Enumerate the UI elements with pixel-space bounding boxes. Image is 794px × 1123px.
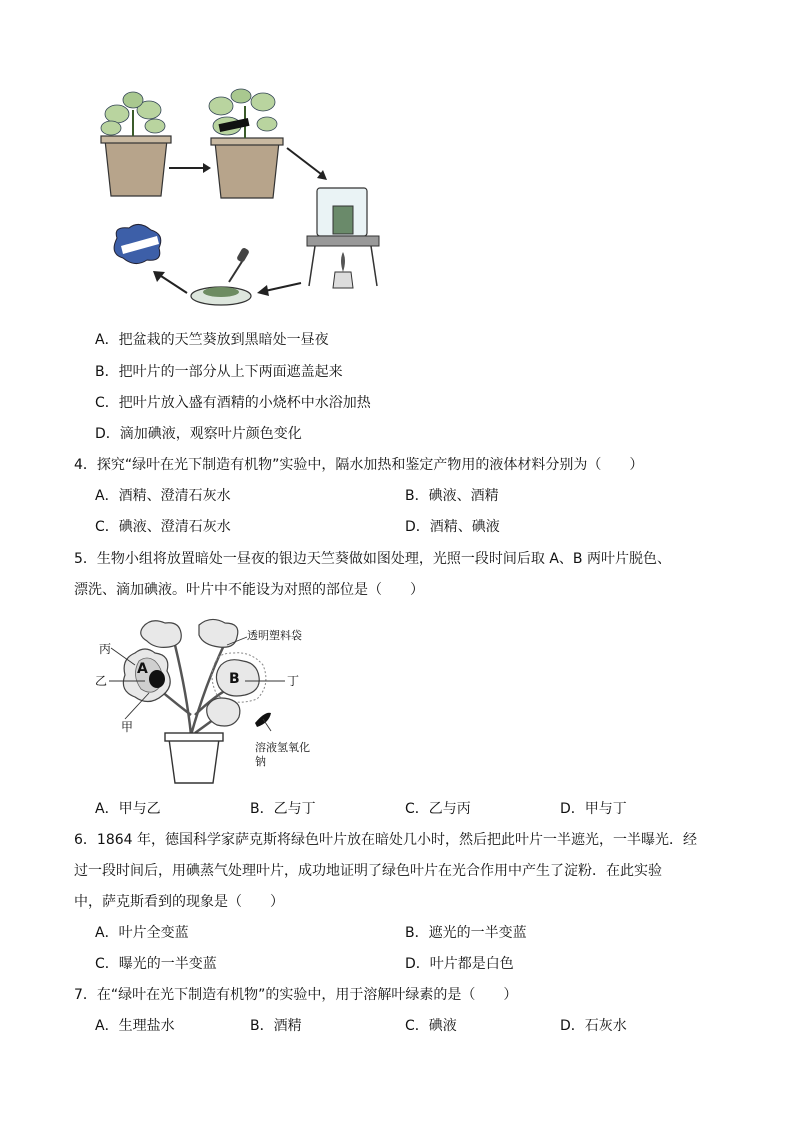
q4-option-b: B．碘液、酒精 [405,488,499,504]
q4-option-c: C．碘液、澄清石灰水 [95,519,231,535]
q5-stem-line2: 漂洗、滴加碘液。叶片中不能设为对照的部位是（ ） [74,582,424,598]
q6-stem-line2: 过一段时间后，用碘蒸气处理叶片，成功地证明了绿色叶片在光合作用中产生了淀粉．在此实验 [74,863,662,879]
q3-option-d: D．滴加碘液，观察叶片颜色变化 [95,426,302,442]
arrow-right [169,163,211,173]
q4-option-a: A．酒精、澄清石灰水 [95,488,231,504]
label-jia: 甲 [121,720,134,734]
q3-option-c: C．把叶片放入盛有酒精的小烧杯中水浴加热 [95,395,371,411]
label-yi: 乙 [95,674,108,688]
leaf-b-label: B [229,671,240,687]
q5-option-c: C．乙与丙 [405,801,471,817]
flower-pot [165,733,223,783]
naoh-container [255,713,271,727]
label-ding: 丁 [287,674,300,688]
water-bath-apparatus [307,188,379,288]
q5-option-b: B．乙与丁 [250,801,316,817]
q7-stem: 7．在“绿叶在光下制造有机物”的实验中，用于溶解叶绿素的是（ ） [74,987,518,1003]
q7-option-b: B．酒精 [250,1018,302,1034]
stained-leaf-result [114,224,161,263]
arrow-up-left [153,271,187,293]
label-bing: 丙 [99,642,112,656]
leaf-a-label: A [137,661,148,677]
q5-option-a: A．甲与乙 [95,801,161,817]
q4-option-d: D．酒精、碘液 [405,519,500,535]
petri-dish-with-dropper [191,247,251,305]
q4-stem: 4．探究“绿叶在光下制造有机物”实验中，隔水加热和鉴定产物用的液体材料分别为（ ） [74,457,644,473]
q6-option-d: D．叶片都是白色 [405,956,514,972]
experiment-procedure-figure [95,88,395,313]
leaf-a [123,649,170,702]
potted-plant-2-covered-leaf [209,89,283,198]
q7-option-d: D．石灰水 [560,1018,627,1034]
q6-option-b: B．遮光的一半变蓝 [405,925,527,941]
geranium-treatment-figure [95,615,335,790]
q5-option-d: D．甲与丁 [560,801,627,817]
q6-stem-line3: 中，萨克斯看到的现象是（ ） [74,894,284,910]
q6-option-c: C．曝光的一半变蓝 [95,956,217,972]
q7-option-a: A．生理盐水 [95,1018,175,1034]
lower-leaf [207,698,240,726]
q6-stem-line1: 6．1864 年，德国科学家萨克斯将绿色叶片放在暗处几小时，然后把此叶片一半遮光，一半曝光．经 [74,832,697,848]
label-plastic-bag: 透明塑料袋 [247,629,302,642]
arrow-left [257,283,301,296]
arrow-down-right [287,148,327,180]
q7-option-c: C．碘液 [405,1018,457,1034]
label-naoh-line1: 溶液氢氧化 [255,741,310,754]
q5-stem-line1: 5．生物小组将放置暗处一昼夜的银边天竺葵做如图处理，光照一段时间后取 A、B 两叶片脱色、 [74,551,671,567]
q3-option-a: A．把盆栽的天竺葵放到黑暗处一昼夜 [95,332,329,348]
q6-option-a: A．叶片全变蓝 [95,925,189,941]
q3-option-b: B．把叶片的一部分从上下两面遮盖起来 [95,364,343,380]
top-leaves [141,619,238,647]
potted-plant-1 [101,92,171,196]
label-naoh-line2: 钠 [255,755,266,768]
